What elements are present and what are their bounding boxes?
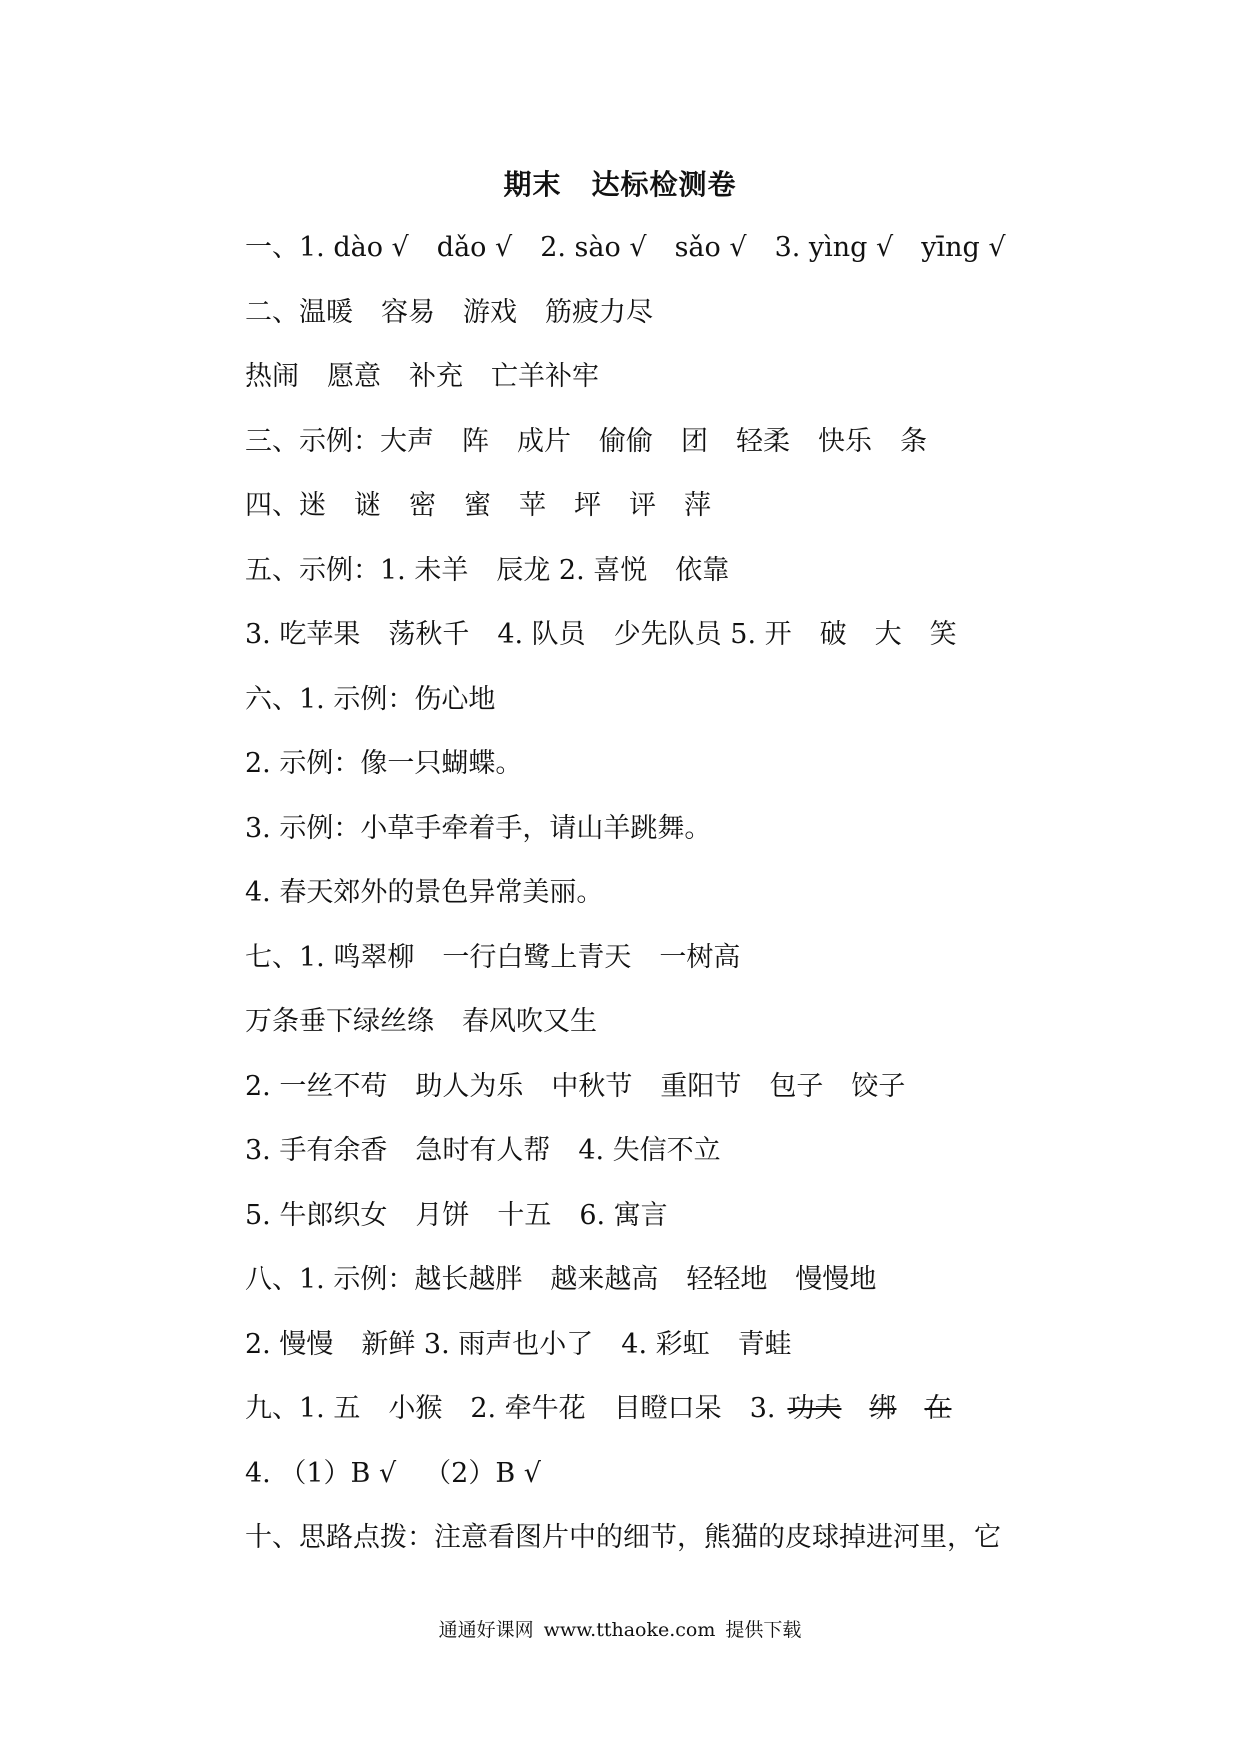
answer-segment: 愿意: [327, 361, 381, 392]
answer-line: [245, 938, 1075, 1003]
answer-segment: 3. 示例：小草手牵着手，请山羊跳舞。: [245, 812, 712, 844]
answer-line: [245, 357, 1075, 422]
answer-line: [245, 680, 1075, 745]
struck-word: 绑: [869, 1393, 897, 1424]
answer-line: [245, 809, 1075, 874]
answer-segment: 月饼: [415, 1199, 470, 1231]
answer-segment: 四、迷: [245, 490, 326, 521]
answer-segment: 一、1. dào √: [245, 232, 409, 263]
answer-segment: 轻轻地: [686, 1264, 768, 1295]
answer-segment: 五、示例：1. 未羊: [245, 554, 469, 586]
answer-segment: 游戏: [463, 296, 517, 328]
answer-segment: 一行白鹭上青天: [442, 941, 632, 973]
answer-line: [245, 1454, 1075, 1519]
answer-line: [245, 1325, 1075, 1390]
answer-segment: 4. 春天郊外的景色异常美丽。: [245, 877, 604, 908]
answer-segment: 4. 彩虹: [621, 1328, 710, 1360]
answer-segment: 4. 失信不立: [578, 1135, 721, 1166]
answer-segment: 3. 手有余香: [245, 1135, 388, 1166]
answer-line: [245, 1131, 1075, 1196]
answer-segment: 六、1. 示例：伤心地: [245, 683, 496, 715]
answer-segment: 助人为乐: [415, 1070, 524, 1102]
answer-line: [245, 293, 1075, 358]
answer-segment: 十五: [497, 1199, 552, 1231]
answer-segment: 苹: [519, 490, 546, 521]
struck-word: 功夫: [787, 1393, 842, 1424]
answer-segment: 荡秋千: [388, 619, 470, 650]
answer-segment: 重阳节: [660, 1070, 742, 1102]
answer-segment: 三、示例：大声: [245, 425, 434, 457]
title-part-test: 达标检测卷: [591, 168, 737, 201]
answer-line: [245, 1067, 1075, 1132]
answer-segment: 急时有人帮: [415, 1135, 551, 1166]
answer-segment: yīng √: [921, 232, 1006, 263]
answer-segment: sǎo √: [674, 232, 747, 263]
answer-segment: 坪: [574, 490, 601, 521]
answer-line: [245, 422, 1075, 487]
answer-segment: 少先队员 5. 开: [613, 619, 792, 650]
answer-segment: 依靠: [675, 554, 730, 586]
answer-segment: 3. yìng √: [774, 232, 894, 263]
footer-note: 提供下载: [725, 1619, 802, 1641]
answer-segment: 九、1. 五: [245, 1393, 361, 1424]
struck-word: 在: [924, 1393, 952, 1424]
answer-line: [245, 1389, 1075, 1454]
footer-url[interactable]: www.tthaoke.com: [543, 1619, 716, 1641]
answer-segment: 5. 牛郎织女: [245, 1199, 388, 1231]
footer: [0, 1615, 1240, 1642]
answer-segment: 条: [900, 425, 927, 457]
answer-segment: 笑: [929, 619, 957, 650]
answer-segment: 密: [409, 490, 436, 521]
answer-segment: 筋疲力尽: [545, 296, 653, 328]
answer-segment: 偷偷: [599, 425, 653, 457]
answer-segment: 中秋节: [551, 1070, 633, 1102]
answer-segment: 团: [681, 425, 708, 457]
answer-segment: 2. sào √: [540, 232, 647, 263]
answer-segment: 2. 牵牛花: [470, 1393, 586, 1424]
title-part-period: 期末: [503, 168, 562, 201]
answer-segment: 万条垂下绿丝绦: [245, 1006, 434, 1037]
answer-segment: 评: [629, 490, 656, 521]
answer-segment: 补充: [409, 361, 463, 392]
answer-segment: 阵: [462, 425, 489, 457]
answer-segment: 4. 队员: [497, 619, 586, 650]
answer-segment: 轻柔: [736, 425, 790, 457]
answer-line: [245, 228, 1075, 293]
answer-segment: 6. 寓言: [579, 1199, 668, 1231]
answer-lines: [245, 228, 1075, 1583]
answer-segment: 春风吹又生: [462, 1006, 597, 1037]
answer-segment: 容易: [381, 296, 435, 328]
answer-segment: 蜜: [464, 490, 491, 521]
answer-line: [245, 1260, 1075, 1325]
answer-segment: 目瞪口呆: [613, 1393, 722, 1424]
answer-segment: 七、1. 鸣翠柳: [245, 941, 415, 973]
answer-segment: 快乐: [818, 425, 872, 457]
footer-site-name: 通通好课网: [438, 1619, 534, 1641]
answer-segment: 慢慢地: [795, 1264, 877, 1295]
answer-segment: 十、思路点拨：注意看图片中的细节，熊猫的皮球掉进河里，它: [245, 1522, 1001, 1553]
answer-line: [245, 1196, 1075, 1261]
answer-line: [245, 873, 1075, 938]
answer-segment: 4. （1）B √: [245, 1457, 397, 1489]
answer-line: [245, 1002, 1075, 1067]
answer-segment: 3. 吃苹果: [245, 619, 361, 650]
answer-segment: 热闹: [245, 361, 299, 392]
answer-segment: 大: [874, 619, 902, 650]
answer-segment: 亡羊补牢: [491, 361, 599, 392]
answer-segment: 二、温暖: [245, 296, 353, 328]
answer-segment: 破: [819, 619, 847, 650]
answer-segment: 成片: [517, 425, 571, 457]
answer-segment: 萍: [684, 490, 711, 521]
answer-segment: dǎo √: [436, 232, 513, 263]
answer-segment: 谜: [354, 490, 381, 521]
answer-line: [245, 486, 1075, 551]
answer-segment: 辰龙 2. 喜悦: [496, 554, 648, 586]
answer-segment: （2）B √: [424, 1457, 541, 1489]
answer-segment: 新鲜 3. 雨声也小了: [361, 1328, 594, 1360]
answer-segment: 越来越高: [550, 1264, 659, 1295]
answer-segment: 2. 慢慢: [245, 1328, 334, 1360]
answer-segment: 3.: [749, 1393, 776, 1424]
answer-segment: 2. 示例：像一只蝴蝶。: [245, 748, 523, 779]
answer-segment: 青蛙: [737, 1328, 792, 1360]
page-title: [0, 163, 1240, 203]
answer-line: [245, 1518, 1075, 1583]
answer-segment: 小猴: [388, 1393, 443, 1424]
answer-line: [245, 744, 1075, 809]
answer-segment: 2. 一丝不苟: [245, 1070, 388, 1102]
answer-segment: 一树高: [659, 941, 741, 973]
answer-segment: 八、1. 示例：越长越胖: [245, 1264, 523, 1295]
answer-segment: 饺子: [851, 1070, 906, 1102]
answer-segment: 包子: [769, 1070, 824, 1102]
answer-line: [245, 551, 1075, 616]
answer-line: [245, 615, 1075, 680]
